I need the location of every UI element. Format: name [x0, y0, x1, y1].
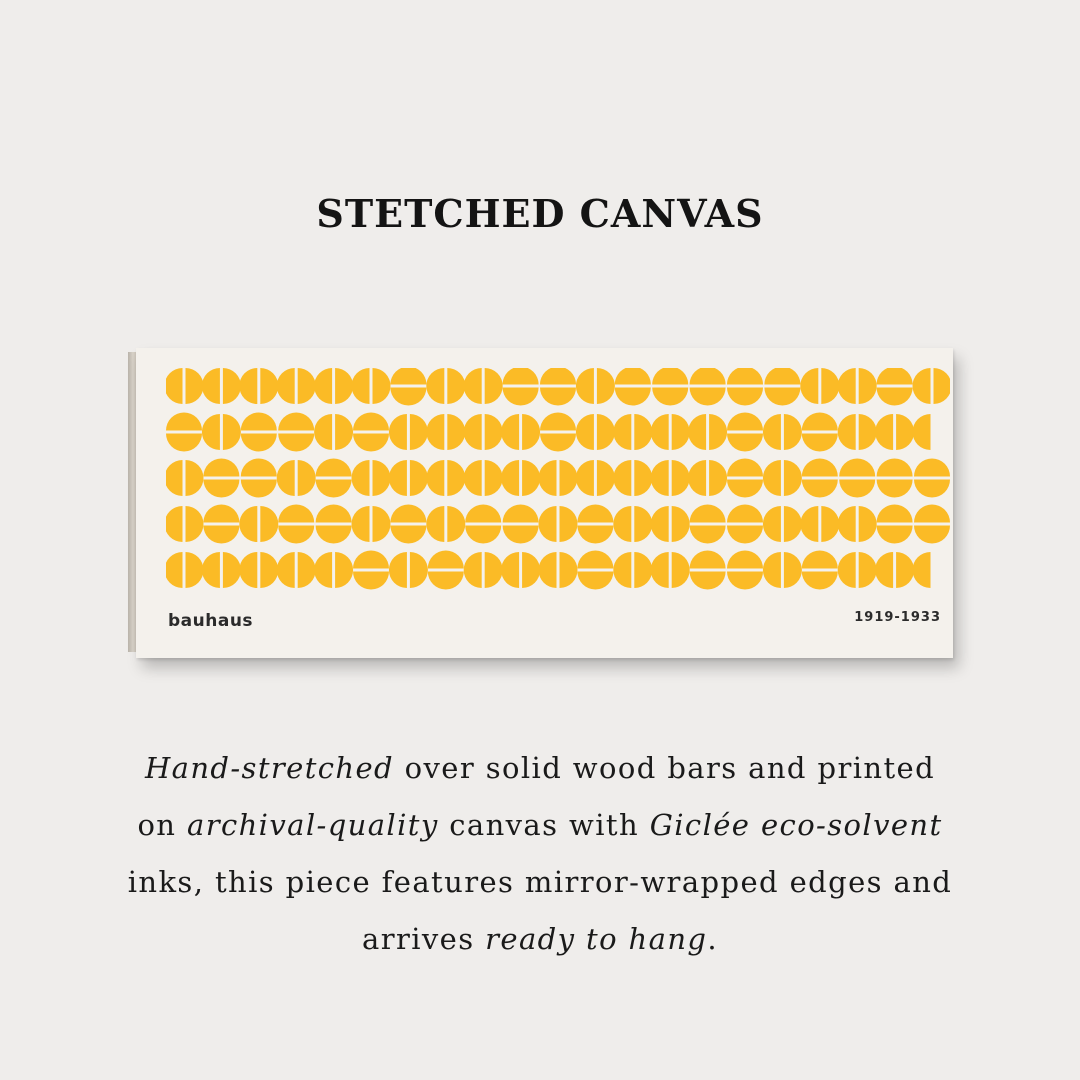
- pattern-tile: [186, 506, 204, 542]
- pattern-tile: [577, 551, 613, 569]
- pattern-tile: [314, 414, 332, 450]
- pattern-tile: [764, 368, 800, 385]
- pattern-tile: [875, 552, 893, 588]
- pattern-tile: [802, 459, 838, 477]
- pattern-tile: [914, 480, 950, 498]
- pattern-tile: [352, 368, 370, 404]
- pattern-tile: [465, 505, 501, 523]
- pattern-tile: [503, 388, 539, 406]
- pattern-tile: [335, 552, 353, 588]
- pattern-tile: [223, 552, 241, 588]
- pattern-tile: [426, 368, 444, 404]
- pattern-tile: [465, 526, 501, 544]
- desc-emphasis: archival-quality: [187, 808, 439, 842]
- pattern-tile: [203, 505, 239, 523]
- pattern-tile: [634, 552, 652, 588]
- pattern-tile: [464, 552, 482, 588]
- pattern-tile: [634, 460, 652, 496]
- pattern-tile: [672, 506, 690, 542]
- pattern-tile: [410, 460, 428, 496]
- pattern-tile: [373, 460, 391, 496]
- pattern-tile: [802, 434, 838, 452]
- pattern-tile: [447, 506, 465, 542]
- pattern-tile: [764, 388, 800, 406]
- pattern-tile: [277, 368, 295, 404]
- pattern-tile: [485, 414, 503, 450]
- pattern-tile: [314, 552, 332, 588]
- pattern-tile: [223, 414, 241, 450]
- pattern-tile: [560, 552, 578, 588]
- pattern-tile: [426, 414, 444, 450]
- pattern-tile: [727, 572, 763, 590]
- pattern-tile: [203, 480, 239, 498]
- pattern-tile: [186, 460, 204, 496]
- pattern-tile: [821, 368, 839, 404]
- years-label: 1919-1933: [854, 610, 941, 625]
- pattern-tile: [784, 414, 802, 450]
- pattern-tile: [651, 460, 669, 496]
- canvas-face: [136, 348, 953, 658]
- desc-text: canvas with: [438, 808, 650, 842]
- pattern-tile: [877, 459, 913, 477]
- pattern-tile: [277, 552, 295, 588]
- pattern-tile: [260, 506, 278, 542]
- pattern-tile: [727, 551, 763, 569]
- pattern-tile: [447, 414, 465, 450]
- pattern-tile: [576, 414, 594, 450]
- pattern-tile: [389, 414, 407, 450]
- pattern-tile: [913, 368, 931, 404]
- pattern-tile: [501, 460, 519, 496]
- pattern-tile: [690, 526, 726, 544]
- pattern-tile: [838, 506, 856, 542]
- pattern-tile: [352, 506, 370, 542]
- pattern-tile: [410, 552, 428, 588]
- pattern-tile: [278, 434, 314, 452]
- pattern-tile: [577, 526, 613, 544]
- pattern-tile: [709, 414, 727, 450]
- pattern-tile: [914, 459, 950, 477]
- pattern-tile: [335, 414, 353, 450]
- pattern-tile: [651, 506, 669, 542]
- pattern-tile: [652, 388, 688, 406]
- pattern-tile: [763, 506, 781, 542]
- pattern-tile: [202, 552, 220, 588]
- pattern-tile: [800, 506, 818, 542]
- pattern-tile: [634, 506, 652, 542]
- pattern-tile: [651, 552, 669, 588]
- pattern-tile: [166, 434, 202, 452]
- pattern-tile: [298, 368, 316, 404]
- pattern-tile: [615, 388, 651, 406]
- pattern-tile: [859, 368, 877, 404]
- pattern-tile: [597, 414, 615, 450]
- pattern-tile: [763, 460, 781, 496]
- pattern-tile: [316, 459, 352, 477]
- pattern-tile: [651, 414, 669, 450]
- pattern-tile: [839, 480, 875, 498]
- pattern-tile: [877, 388, 913, 406]
- pattern-tile: [652, 368, 688, 385]
- pattern-tile: [241, 413, 277, 431]
- pattern-tile: [464, 368, 482, 404]
- pattern-tile: [539, 506, 557, 542]
- pattern-tile: [763, 414, 781, 450]
- pattern-tile: [241, 480, 277, 498]
- pattern-tile: [389, 460, 407, 496]
- pattern-tile: [634, 414, 652, 450]
- pattern-tile: [447, 460, 465, 496]
- pattern-tile: [278, 505, 314, 523]
- pattern-tile: [690, 551, 726, 569]
- pattern-tile: [802, 480, 838, 498]
- pattern-tile: [389, 552, 407, 588]
- pattern-tile: [501, 552, 519, 588]
- pattern-tile: [672, 552, 690, 588]
- pattern-tile: [709, 460, 727, 496]
- pattern-tile: [913, 414, 931, 450]
- pattern-tile: [672, 460, 690, 496]
- pattern-tile: [428, 551, 464, 569]
- pattern-tile: [353, 434, 389, 452]
- pattern-tile: [260, 552, 278, 588]
- pattern-tile: [316, 505, 352, 523]
- pattern-tile: [727, 459, 763, 477]
- pattern-tile: [447, 368, 465, 404]
- pattern-tile: [426, 460, 444, 496]
- pattern-tile: [353, 572, 389, 590]
- pattern-tile: [522, 460, 540, 496]
- pattern-tile: [485, 368, 503, 404]
- pattern-tile: [223, 368, 241, 404]
- pattern-tile: [914, 526, 950, 544]
- pattern-tile: [838, 552, 856, 588]
- pattern-tile: [539, 552, 557, 588]
- pattern-tile: [784, 506, 802, 542]
- pattern-tile: [838, 414, 856, 450]
- pattern-tile: [186, 552, 204, 588]
- pattern-tile: [410, 414, 428, 450]
- pattern-tile: [727, 505, 763, 523]
- pattern-tile: [839, 459, 875, 477]
- pattern-tile: [501, 414, 519, 450]
- pattern-tile: [763, 552, 781, 588]
- pattern-tile: [390, 368, 426, 385]
- desc-emphasis: Hand-stretched: [144, 751, 395, 785]
- pattern-tile: [260, 368, 278, 404]
- pattern-tile: [352, 460, 370, 496]
- desc-text: arrives: [362, 922, 486, 956]
- pattern-tile: [800, 368, 818, 404]
- bauhaus-pattern: [166, 368, 950, 596]
- pattern-tile: [688, 414, 706, 450]
- pattern-tile: [540, 388, 576, 406]
- pattern-tile: [877, 526, 913, 544]
- pattern-tile: [821, 506, 839, 542]
- pattern-tile: [278, 526, 314, 544]
- product-description: [90, 740, 990, 968]
- pattern-tile: [166, 368, 183, 404]
- pattern-tile: [577, 505, 613, 523]
- pattern-tile: [202, 414, 220, 450]
- brand-logo: bauhaus: [168, 611, 254, 631]
- pattern-tile: [503, 368, 539, 385]
- pattern-tile: [166, 552, 183, 588]
- pattern-tile: [390, 388, 426, 406]
- pattern-tile: [690, 572, 726, 590]
- desc-text: inks, this piece features mirror-wrapped edges and: [127, 865, 953, 899]
- desc-emphasis: ready to hang: [485, 922, 708, 956]
- pattern-tile: [186, 368, 204, 404]
- pattern-tile: [166, 413, 202, 431]
- pattern-tile: [277, 460, 295, 496]
- pattern-tile: [485, 460, 503, 496]
- pattern-tile: [390, 526, 426, 544]
- canvas-print: [128, 348, 958, 660]
- pattern-tile: [896, 552, 914, 588]
- pattern-tile: [727, 480, 763, 498]
- pattern-tile: [239, 368, 257, 404]
- pattern-tile: [373, 506, 391, 542]
- pattern-tile: [597, 368, 615, 404]
- pattern-tile: [613, 552, 631, 588]
- pattern-tile: [913, 552, 931, 588]
- pattern-tile: [688, 460, 706, 496]
- pattern-tile: [298, 460, 316, 496]
- pattern-tile: [522, 414, 540, 450]
- pattern-tile: [877, 368, 913, 385]
- canvas-side-edge: [128, 352, 136, 652]
- desc-text: on: [137, 808, 187, 842]
- pattern-tile: [802, 572, 838, 590]
- pattern-tile: [539, 460, 557, 496]
- pattern-tile: [613, 414, 631, 450]
- pattern-tile: [672, 414, 690, 450]
- pattern-tile: [690, 505, 726, 523]
- pattern-tile: [784, 460, 802, 496]
- pattern-tile: [166, 506, 183, 542]
- pattern-tile: [577, 572, 613, 590]
- pattern-tile: [727, 413, 763, 431]
- pattern-tile: [426, 506, 444, 542]
- pattern-tile: [335, 368, 353, 404]
- pattern-tile: [896, 414, 914, 450]
- pattern-tile: [202, 368, 220, 404]
- pattern-tile: [314, 368, 332, 404]
- pattern-tile: [540, 368, 576, 385]
- pattern-tile: [166, 460, 183, 496]
- pattern-tile: [576, 368, 594, 404]
- pattern-tile: [859, 552, 877, 588]
- pattern-tile: [838, 368, 856, 404]
- pattern-tile: [485, 552, 503, 588]
- pattern-tile: [203, 526, 239, 544]
- pattern-tile: [464, 414, 482, 450]
- pattern-tile: [690, 368, 726, 385]
- pattern-tile: [298, 552, 316, 588]
- pattern-tile: [560, 460, 578, 496]
- pattern-tile: [373, 368, 391, 404]
- pattern-tile: [239, 552, 257, 588]
- pattern-tile: [613, 506, 631, 542]
- desc-emphasis: Giclée eco-solvent: [649, 808, 943, 842]
- pattern-tile: [241, 434, 277, 452]
- pattern-tile: [540, 434, 576, 452]
- pattern-tile: [727, 434, 763, 452]
- pattern-tile: [353, 413, 389, 431]
- pattern-tile: [316, 480, 352, 498]
- pattern-tile: [540, 413, 576, 431]
- pattern-tile: [503, 526, 539, 544]
- pattern-tile: [560, 506, 578, 542]
- pattern-tile: [597, 460, 615, 496]
- pattern-tile: [613, 460, 631, 496]
- pattern-tile: [859, 506, 877, 542]
- pattern-tile: [877, 480, 913, 498]
- pattern-tile: [522, 552, 540, 588]
- pattern-tile: [802, 551, 838, 569]
- pattern-tile: [576, 460, 594, 496]
- pattern-tile: [464, 460, 482, 496]
- pattern-tile: [934, 368, 951, 404]
- pattern-tile: [353, 551, 389, 569]
- pattern-tile: [727, 526, 763, 544]
- pattern-tile: [784, 552, 802, 588]
- pattern-tile: [802, 413, 838, 431]
- pattern-tile: [241, 459, 277, 477]
- page-title: STETCHED CANVAS: [316, 191, 764, 236]
- pattern-tile: [390, 505, 426, 523]
- pattern-tile: [875, 414, 893, 450]
- pattern-tile: [914, 505, 950, 523]
- pattern-tile: [316, 526, 352, 544]
- desc-text: over solid wood bars and printed: [394, 751, 936, 785]
- pattern-tile: [203, 459, 239, 477]
- pattern-tile: [727, 388, 763, 406]
- pattern-tile: [877, 505, 913, 523]
- pattern-tile: [239, 506, 257, 542]
- pattern-tile: [503, 505, 539, 523]
- pattern-tile: [615, 368, 651, 385]
- pattern-tile: [428, 572, 464, 590]
- pattern-tile: [278, 413, 314, 431]
- pattern-tile: [727, 368, 763, 385]
- pattern-tile: [690, 388, 726, 406]
- pattern-tile: [859, 414, 877, 450]
- desc-text: .: [707, 922, 718, 956]
